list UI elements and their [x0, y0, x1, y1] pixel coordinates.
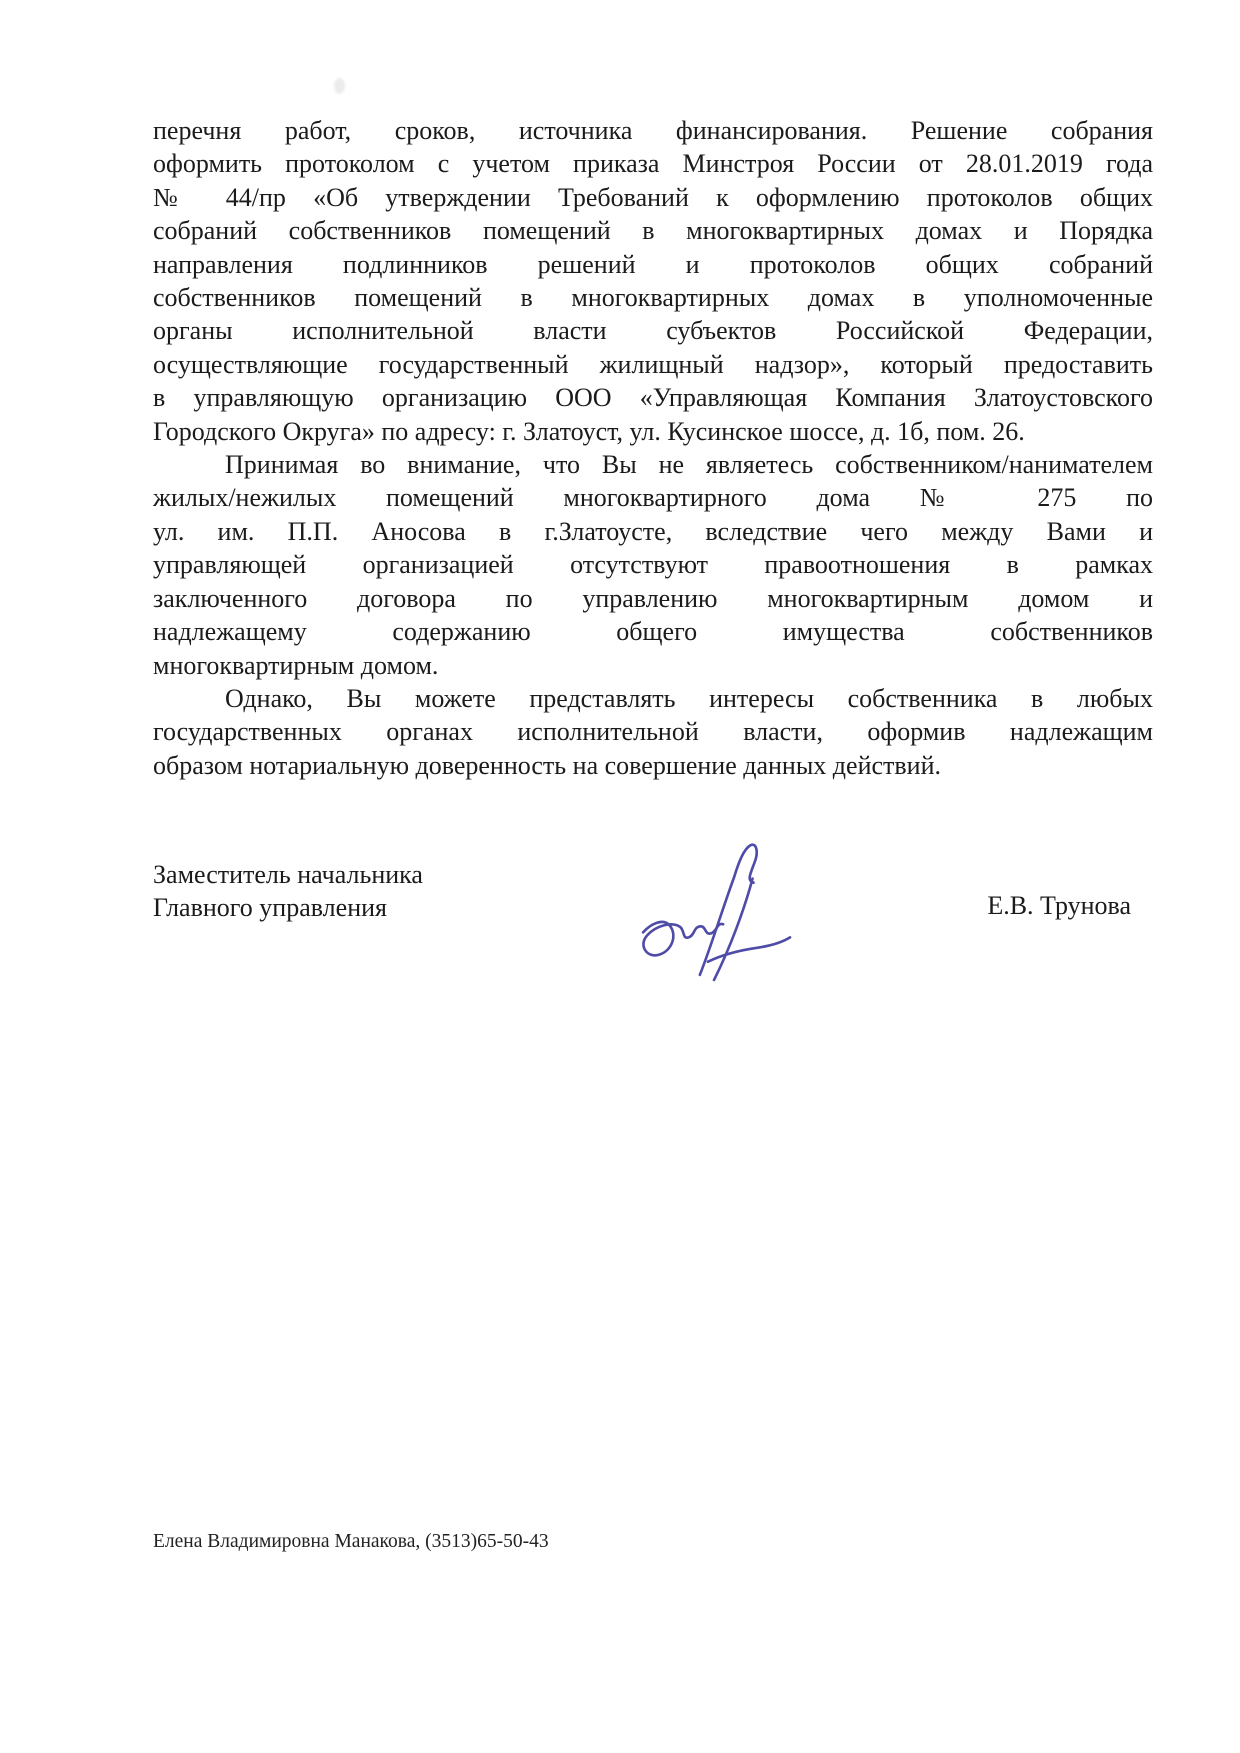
text-line: в управляющую организацию ООО «Управляющая Компания Златоустовского — [153, 383, 1153, 413]
text-line: № 44/пр «Об утверждении Требований к оформлению протоколов общих — [153, 182, 1153, 212]
signer-position-line: Главного управления — [153, 893, 387, 923]
signer-position-line: Заместитель начальника — [153, 860, 423, 889]
paragraph — [153, 114, 1153, 448]
text-line: образом нотариальную доверенность на совершение данных действий. — [153, 750, 941, 780]
text-line: управляющей организацией отсутствуют правоотношения в рамках — [153, 550, 1153, 580]
text-line: собственников помещений в многоквартирных домах в уполномоченные — [153, 283, 1153, 313]
text-line: органы исполнительной власти субъектов Российской Федерации, — [153, 316, 1153, 346]
footer-contact: Елена Владимировна Манакова, (3513)65-50-43 — [153, 1531, 549, 1552]
text-line: Принимая во внимание, что Вы не являетесь собственником/нанимателем — [225, 450, 1153, 480]
text-line: направления подлинников решений и протоколов общих собраний — [153, 249, 1153, 279]
text-line: Однако, Вы можете представлять интересы собственника в любых — [225, 683, 1153, 713]
text-line: собраний собственников помещений в многоквартирных домах и Порядка — [153, 216, 1153, 246]
signer-position — [153, 858, 423, 925]
signature-ink — [618, 830, 806, 982]
text-line: жилых/нежилых помещений многоквартирного дома № 275 по — [153, 483, 1153, 513]
text-line: оформить протоколом с учетом приказа Минстроя России от 28.01.2019 года — [153, 149, 1153, 179]
text-line: государственных органах исполнительной власти, оформив надлежащим — [153, 717, 1153, 747]
signer-name: Е.В. Трунова — [987, 891, 1131, 920]
paragraph — [153, 682, 1153, 782]
body-text — [153, 114, 1153, 782]
text-line: перечня работ, сроков, источника финансирования. Решение собрания — [153, 116, 1153, 145]
text-line: многоквартирным домом. — [153, 650, 439, 680]
paragraph — [153, 448, 1153, 682]
text-line: Городского Округа» по адресу: г. Златоуст, ул. Кусинское шоссе, д. 1б, пом. 26. — [153, 416, 1025, 446]
text-line: ул. им. П.П. Аносова в г.Златоусте, вследствие чего между Вами и — [153, 516, 1153, 546]
text-line: надлежащему содержанию общего имущества собственников — [153, 617, 1153, 647]
text-line: заключенного договора по управлению многоквартирным домом и — [153, 583, 1153, 613]
text-line: осуществляющие государственный жилищный надзор», который предоставить — [153, 349, 1153, 379]
scan-artifact — [334, 78, 345, 94]
